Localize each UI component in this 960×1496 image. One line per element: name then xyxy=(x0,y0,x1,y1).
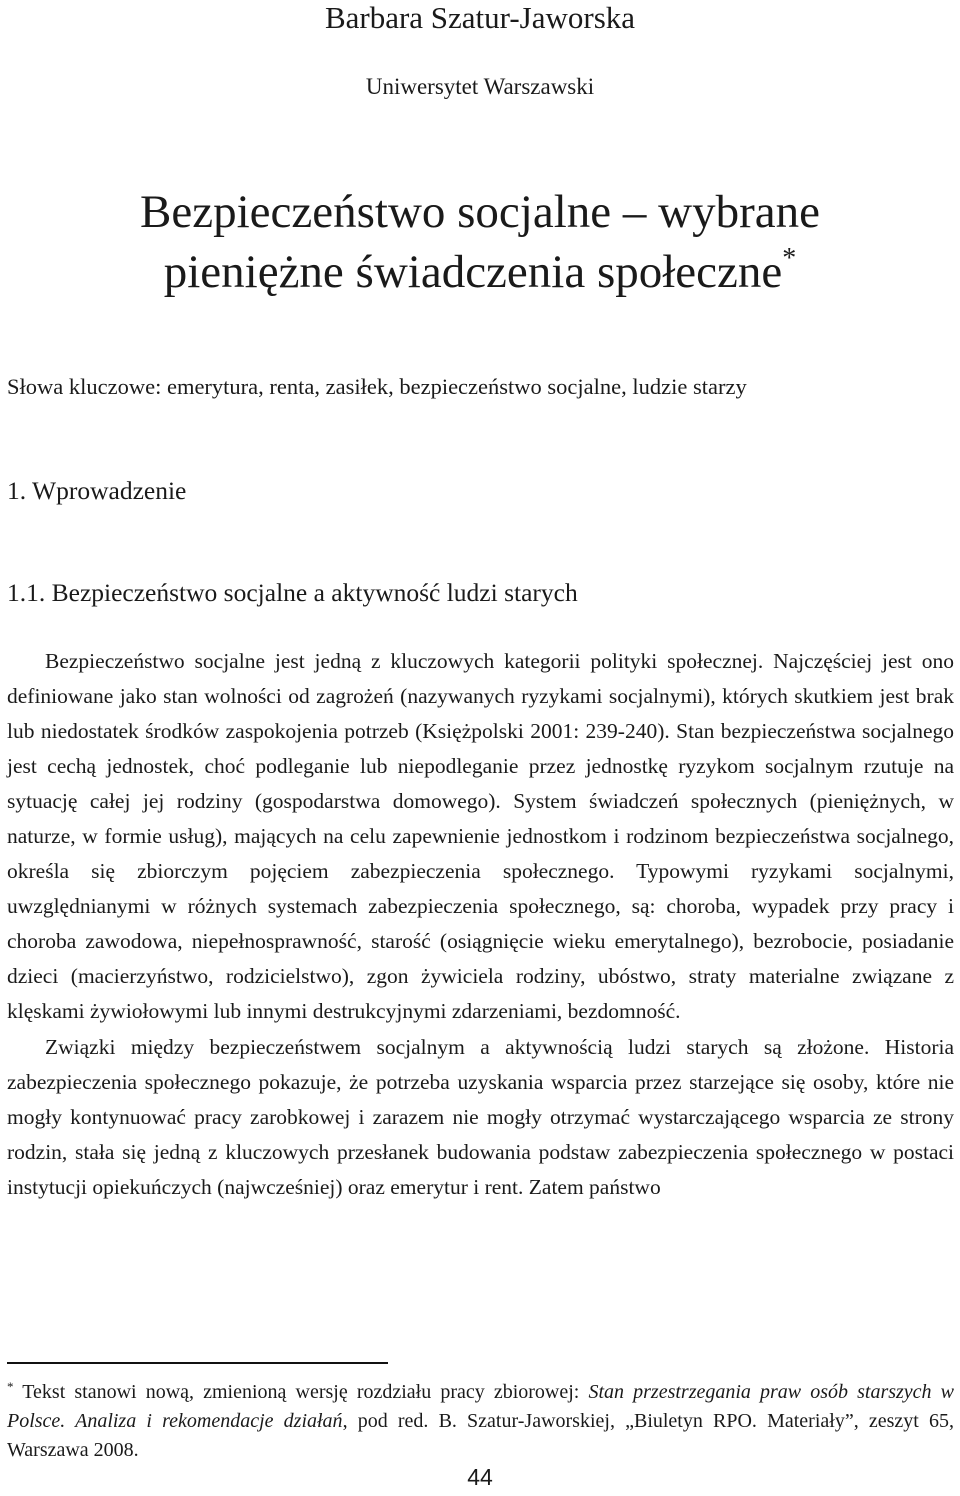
footnote-cited-title: Stan przestrzegania praw osób starszych w Polsce. Analiza i rekomendacje działań xyxy=(7,1381,955,1432)
title-line-2-text: pieniężne świadczenia społeczne xyxy=(163,246,783,298)
author-name: Barbara Szatur-Jaworska xyxy=(324,0,636,35)
subsection-heading: 1.1. Bezpieczeństwo socjalne a aktywność ludzi starych xyxy=(7,578,578,607)
title-line-2 xyxy=(0,242,960,302)
title-footnote-marker: * xyxy=(782,243,797,274)
keywords: Słowa kluczowe: emerytura, renta, zasiłek, bezpieczeństwo socjalne, ludzie starzy xyxy=(7,374,747,399)
footnote-text-end: , pod red. B. Szatur-Jaworskiej, „Biuletyn RPO. Materiały”, zeszyt 65, Warszawa 2008. xyxy=(7,1410,954,1461)
footnote-separator xyxy=(7,1362,388,1364)
paragraph-2: Związki między bezpieczeństwem socjalnym a aktywnością ludzi starych są złożone. Historia zabezpieczenia społecznego pokazuje, że potrzeba uzyskania wsparcia przez starzejące się osoby, które nie mogły kontynuować pracy zarobkowej i zarazem nie mogły otrzymać wystarczającego wsparcia ze strony rodzin, stała się jedną z kluczowych przesłanek budowania podstaw zabezpieczenia społecznego w postaci instytucji opiekuńczych (najwcześniej) oraz emerytur i rent. Zatem państwo xyxy=(7,1034,954,1199)
body-text xyxy=(7,644,954,1205)
article-title xyxy=(0,182,960,302)
affiliation: Uniwersytet Warszawski xyxy=(365,74,595,99)
footnote-marker: * xyxy=(7,1379,14,1394)
section-heading: 1. Wprowadzenie xyxy=(7,476,187,505)
page-number: 44 xyxy=(467,1464,493,1490)
paragraph-1: Bezpieczeństwo socjalne jest jedną z kluczowych kategorii polityki społecznej. Najczęściej jest ono definiowane jako stan wolności od zagrożeń (nazywanych ryzykami socjalnymi), których skutkiem jest brak lub niedostatek środków zaspokojenia potrzeb (Księżpolski 2001: 239-240). Stan bezpieczeństwa socjalnego jest cechą jednostek, choć podleganie lub niepodleganie przez jednostkę ryzykom socjalnym rzutuje na sytuację całej jej rodziny (gospodarstwa domowego). System świadczeń społecznych (pieniężnych, w naturze, w formie usług), mających na celu zapewnienie jednostkom i rodzinom bezpieczeństwa socjalnego, określa się zbiorczym pojęciem zabezpieczenia społecznego. Typowymi ryzykami socjalnymi, uwzględnianymi w różnych systemach zabezpieczenia społecznego, są: choroba, wypadek przy pracy i choroba zawodowa, niepełnosprawność, starość (osiągnięcie wieku emerytalnego), bezrobocie, posiadanie dzieci (macierzyństwo, rodzicielstwo), zgon żywiciela rodziny, ubóstwo, straty materialne związane z klęskami żywiołowymi lub innymi destrukcyjnymi zdarzeniami, bezdomność. xyxy=(7,649,954,1024)
footnote xyxy=(7,1378,954,1465)
title-line-1: Bezpieczeństwo socjalne – wybrane xyxy=(140,186,820,238)
footnote-text-start: Tekst stanowi nową, zmienioną wersję rozdziału pracy zbiorowej: xyxy=(13,1381,589,1403)
